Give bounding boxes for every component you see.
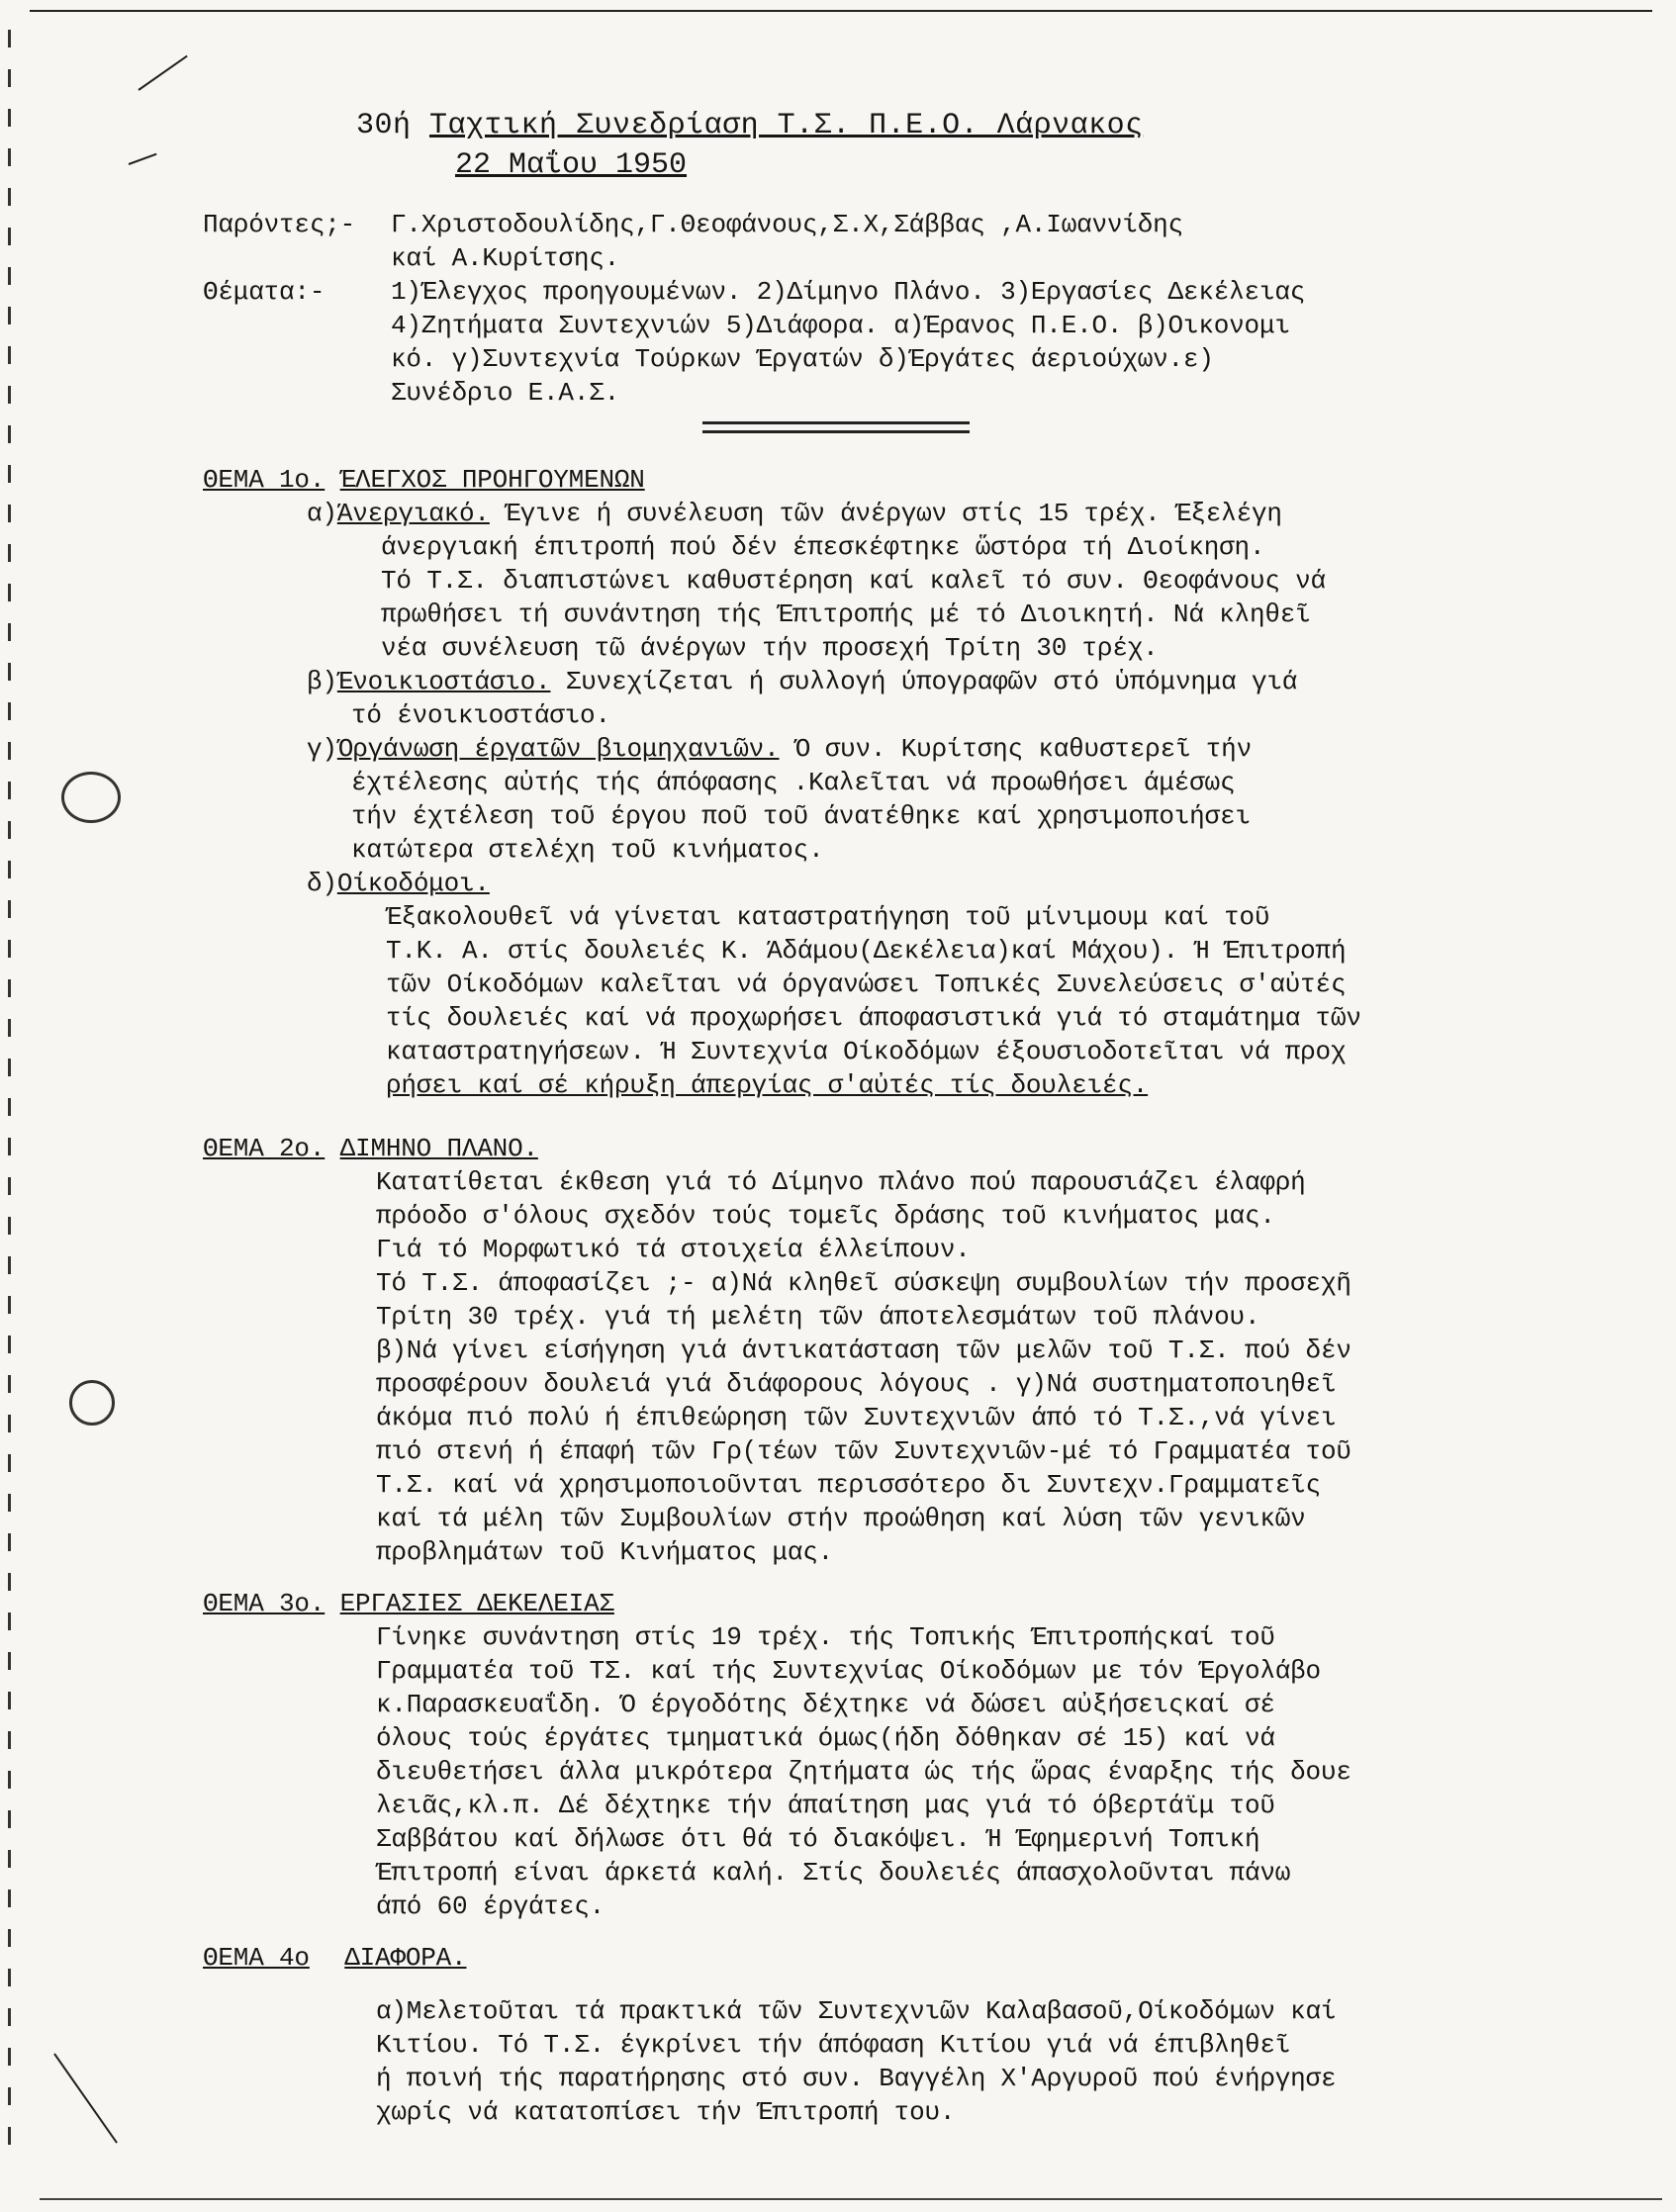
theme-number: ΘΕΜΑ 3ο. [203,1589,326,1618]
item-line: Έπιτροπή είναι άρκετά καλή. Στίς δουλειές άπασχολοῦνται πάνω [376,1858,1291,1888]
item-line: χωρίς νά κατατοπίσει τήν Έπιτροπή του. [376,2097,956,2127]
punch-hole [69,1380,115,1426]
item-line: άκόμα πιό πολύ ή έπιθεώρηση τῶν Συντεχνιῶν άπό τό Τ.Σ.,νά γίνει [376,1403,1337,1432]
item-line: άνεργιακή έπιτροπή πού δέν έπεσκέφτηκε ὥστόρα τή Διοίκηση. [381,532,1265,562]
attendees-row [203,208,1657,241]
item-line: Τό Τ.Σ. άποφασίζει ;- α)Νά κληθεῖ σύσκεψη συμβουλίων τήν προσεχῆ [376,1268,1351,1298]
left-margin-line [8,30,11,2166]
title-prefix: 30ή [356,109,412,142]
item-label: β) [307,667,337,696]
item-line: διευθετήσει άλλα μικρότερα ζητήματα ώς τής ὥρας έναρξης τής δουε [376,1757,1351,1787]
item-subtitle: Ένοικιοστάσιο. [336,667,551,696]
theme-2-heading [203,1132,1657,1165]
item-line: πιό στενή ή έπαφή τῶν Γρ(τέων τῶν Συντεχνιῶν-μέ τό Γραμματέα τοῦ [376,1436,1351,1466]
attendees-label: Παρόντες;- [203,210,356,239]
item-line: Τ.Κ. Α. στίς δουλειές Κ. Άδάμου(Δεκέλεια)καί Μάχου). Ή Έπιτροπή [386,936,1347,966]
bottom-border-line [40,2198,1662,2200]
item-line: β)Νά γίνει είσήγηση γιά άντικατάσταση τῶν μελῶν τοῦ Τ.Σ. πού δέν [376,1336,1351,1365]
item-label: δ) [307,869,337,898]
item-line: καταστρατηγήσεων. Ή Συντεχνία Οίκοδόμων έξουσιοδοτεῖται νά προχ [386,1037,1347,1066]
item-c [203,732,1657,766]
item-line: κατώτερα στελέχη τοῦ κινήματος. [351,835,824,865]
attendees-line: καί Α.Κυρίτσης. [391,243,620,273]
item-d [203,867,1657,900]
spacer [203,1975,1657,1994]
item-line: Κιτίου. Τό Τ.Σ. έγκρίνει τήν άπόφαση Κιτίου γιά νά έπιβληθεῖ [376,2030,1291,2060]
item-line: τίς δουλειές καί νά προχωρήσει άποφασιστικά γιά τό σταμάτημα τῶν [386,1003,1361,1033]
theme-4-heading [203,1941,1657,1975]
theme-1-heading [203,463,1657,497]
agenda-line: 4)Ζητήματα Συντεχνιών 5)Διάφορα. α)Έρανος Π.Ε.Ο. β)Οικονομι [391,311,1290,340]
item-line: Γίνηκε συνάντηση στίς 19 τρέχ. τής Τοπικής Έπιτροπήςκαί τοῦ [376,1622,1275,1652]
item-line: α)Μελετοῦται τά πρακτικά τῶν Συντεχνιῶν Καλαβασοῦ,Οίκοδόμων καί [376,1996,1337,2026]
item-line: Τό Τ.Σ. διαπιστώνει καθυστέρηση καί καλεῖ τό συν. Θεοφάνους νά [381,566,1326,596]
theme-title: ΕΡΓΑΣΙΕΣ ΔΕΚΕΛΕΙΑΣ [339,1589,614,1618]
theme-number: ΘΕΜΑ 4ο [203,1943,310,1973]
top-border-line [30,10,1652,12]
item-line: νέα συνέλευση τῶ άνέργων τήν προσεχή Τρίτη 30 τρέχ. [381,633,1159,663]
item-line: πρόοδο σ'όλους σχεδόν τούς τομεῖς δράσης τοῦ κινήματος μας. [376,1201,1275,1231]
pen-mark [53,2053,118,2143]
item-line: Γραμματέα τοῦ ΤΣ. καί τής Συντεχνίας Οίκοδόμων με τόν Έργολάβο [376,1656,1321,1686]
item-line: τήν έχτέλεση τοῦ έργου ποῦ τοῦ άνατέθηκε καί χρησιμοποιήσει [351,801,1251,831]
item-line: λειᾶς,κλ.π. Δέ δέχτηκε τήν άπαίτηση μας γιά τό όβερτάϊμ τοῦ [376,1791,1275,1820]
item-line: Συνεχίζεται ή συλλογή ύπογραφῶν στό ὑπόμνημα γιά [565,667,1298,696]
theme-title: ΈΛΕΓΧΟΣ ΠΡΟΗΓΟΥΜΕΝΩΝ [339,465,645,495]
item-line: πρωθήσει τή συνάντηση τής Έπιτροπής μέ τό Διοικητή. Νά κληθεῖ [381,599,1311,629]
agenda-line: κό. γ)Συντεχνία Τούρκων Έργατών δ)Έργάτες άεριούχων.ε) [391,344,1214,374]
agenda-line: 1)Έλεγχος προηγουμένων. 2)Δίμηνο Πλάνο. 3)Εργασίες Δεκέλειας [391,277,1306,307]
item-a [203,497,1657,530]
item-line: Γιά τό Μορφωτικό τά στοιχεία έλλείπουν. [376,1235,971,1264]
item-label: α) [307,499,337,528]
item-line: κ.Παρασκευαΐδη. Ό έργοδότης δέχτηκε νά δώσει αὐξήσειςκαί σέ [376,1690,1275,1719]
item-line: Ό συν. Κυρίτσης καθυστερεῖ τήν [793,734,1252,764]
separator-rule [702,421,970,433]
item-line: τῶν Οίκοδόμων καλεῖται νά όργανώσει Τοπικές Συνελεύσεις σ'αὐτές [386,969,1347,999]
attendees-line: Γ.Χριστοδουλίδης,Γ.Θεοφάνους,Σ.Χ,Σάββας ,Α.Ιωαννίδης [391,210,1183,239]
item-subtitle: Όργάνωση έργατῶν βιομηχανιῶν. [336,734,780,764]
document-title [356,109,1144,142]
item-line: Έξακολουθεῖ νά γίνεται καταστρατήγηση τοῦ μίνιμουμ καί τοῦ [386,902,1270,932]
item-subtitle: Άνεργιακό. [336,499,490,528]
item-line: όλους τούς έργάτες τμηματικά όμως(ήδη δόθηκαν σέ 15) καί νά [376,1723,1275,1753]
item-line: Κατατίθεται έκθεση γιά τό Δίμηνο πλάνο πού παρουσιάζει έλαφρή [376,1167,1306,1197]
title-main: Ταχτική Συνεδρίαση Τ.Σ. Π.Ε.Ο. Λάρνακος [429,109,1144,142]
item-b [203,665,1657,698]
item-line: Έγινε ή συνέλευση τῶν άνέργων στίς 15 τρέχ. Έξελέγη [505,499,1282,528]
theme-number: ΘΕΜΑ 2ο. [203,1134,326,1163]
item-line: έχτέλεσης αὐτής τής άπόφασης .Καλεῖται νά προωθήσει άμέσως [351,768,1236,797]
item-line: άπό 60 έργάτες. [376,1891,605,1921]
theme-3-heading [203,1587,1657,1620]
item-line: προβλημάτων τοῦ Κινήματος μας. [376,1537,834,1567]
item-line: Τρίτη 30 τρέχ. γιά τή μελέτη τῶν άποτελεσμάτων τοῦ πλάνου. [376,1302,1260,1332]
item-line: καί τά μέλη τῶν Συμβουλίων στήν προώθηση καί λύση τῶν γενικῶν [376,1504,1306,1533]
item-label: γ) [307,734,337,764]
item-line: προσφέρουν δουλειά γιά διάφορους λόγους . γ)Νά συστηματοποιηθεῖ [376,1369,1337,1399]
item-subtitle: Οίκοδόμοι. [336,869,490,898]
theme-title: ΔΙΜΗΝΟ ΠΛΑΝΟ. [339,1134,538,1163]
pen-mark [129,153,157,165]
agenda-row [203,275,1657,309]
punch-hole [61,772,121,823]
item-line: ή ποινή τής παρατήρησης στό συν. Βαγγέλη Χ'Αργυροῦ πού ένήργησε [376,2064,1337,2093]
item-line: τό ένοικιοστάσιο. [351,700,610,730]
document-date: 22 Μαΐου 1950 [455,148,688,182]
document-body [203,208,1657,2129]
pen-mark [138,55,187,91]
agenda-label: Θέματα:- [203,277,326,307]
item-line: Σαββάτου καί δήλωσε ότι θά τό διακόψει. Ή Έφημερινή Τοπική [376,1824,1260,1854]
item-line: ρήσει καί σέ κήρυξη άπεργίας σ'αὐτές τίς δουλειές. [386,1070,1149,1100]
theme-number: ΘΕΜΑ 1ο. [203,465,326,495]
theme-title: ΔΙΑΦΟΡΑ. [344,1943,467,1973]
agenda-line: Συνέδριο Ε.Α.Σ. [391,378,620,408]
item-line: Τ.Σ. καί νά χρησιμοποιοῦνται περισσότερο δι Συντεχν.Γραμματεῖς [376,1470,1321,1500]
